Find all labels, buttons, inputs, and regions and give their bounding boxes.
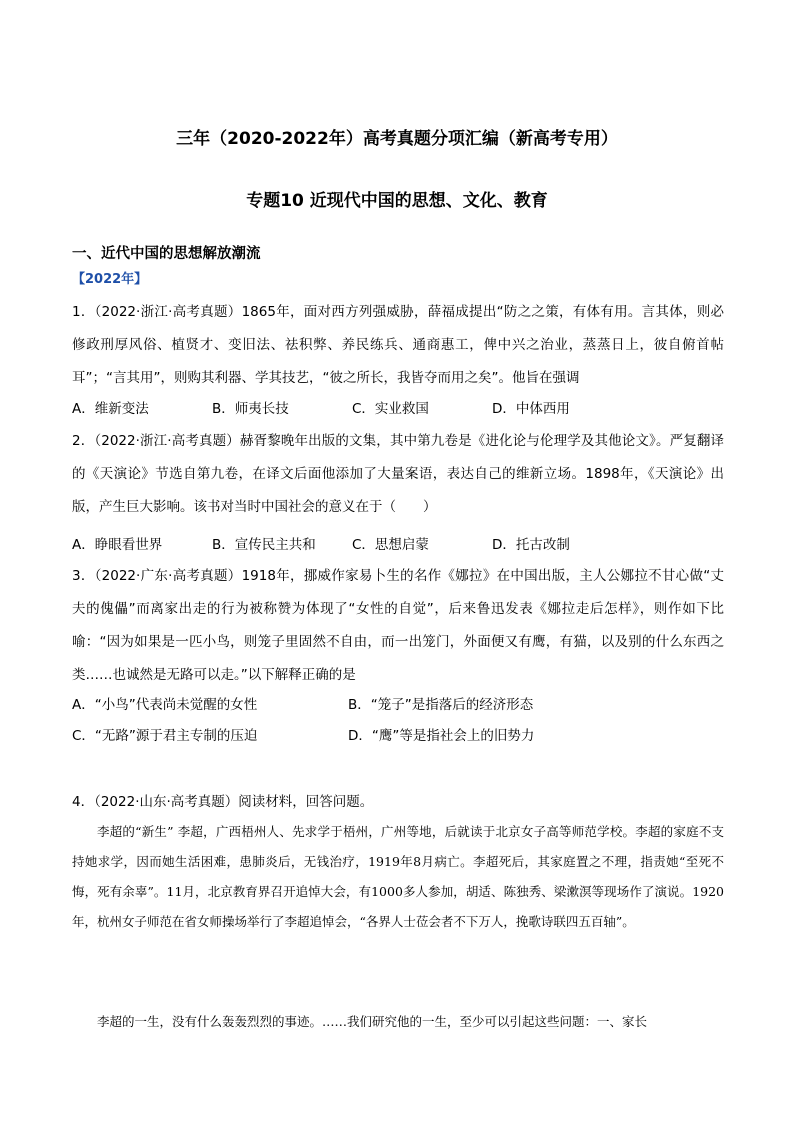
option-d: D．托古改制 bbox=[492, 537, 570, 553]
option-c: C．实业救国 bbox=[352, 401, 429, 417]
document-title: 三年（2020-2022年）高考真题分项汇编（新高考专用） bbox=[176, 129, 618, 149]
question-1-options bbox=[72, 398, 724, 420]
option-c: C．思想启蒙 bbox=[352, 537, 429, 553]
option-a: A．睁眼看世界 bbox=[72, 537, 163, 553]
option-d: D．中体西用 bbox=[492, 401, 570, 417]
option-d: D．“鹰”等是指社会上的旧势力 bbox=[348, 728, 535, 744]
question-2-options bbox=[72, 534, 724, 556]
question-4-text: 4．（2022·山东·高考真题）阅读材料，回答问题。 bbox=[72, 794, 374, 810]
section-heading: 一、近代中国的思想解放潮流 bbox=[72, 246, 261, 262]
question-3-text: 3．（2022·广东·高考真题）1918年，挪威作家易卜生的名作《娜拉》在中国出版，主人公娜拉不甘心做“丈夫的傀儡”而离家出走的行为被称赞为体现了“女性的自觉”，后来鲁迅发表《娜拉走后怎样》，则作如下比喻：“因为如果是一匹小鸟，则笼子里固然不自由，而一出笼门，外面便又有鹰，有猫，以及别的什么东西之类……也诚然是无路可以走。”以下解释正确的是 bbox=[72, 568, 724, 683]
year-tag: 【2022年】 bbox=[72, 272, 148, 287]
option-b: B．“笼子”是指落后的经济形态 bbox=[348, 697, 534, 713]
material-paragraph-1: 李超的“新生” 李超，广西梧州人、先求学于梧州，广州等地，后就读于北京女子高等师范学校。李超的家庭不支持她求学，因而她生活困难，患肺炎后，无钱治疗，1919年8月病亡。李超死后，其家庭置之不理，指责她“至死不悔，死有余辜”。11月，北京教育界召开追悼大会，有1000多人参加，胡适、陈独秀、梁漱溟等现场作了演说。1920年，杭州女子师范在省女师操场举行了李超追悼会，“各界人士莅会者不下万人，挽歌诗联四五百轴”。 bbox=[72, 824, 724, 929]
question-1-text: 1．（2022·浙江·高考真题）1865年，面对西方列强威胁，薛福成提出“防之之策，有体有用。言其体，则必修政刑厚风俗、植贤才、变旧法、祛积弊、养民练兵、通商惠工，俾中兴之治业，蒸蒸日上，彼自俯首帖耳”；“言其用”，则购其利器、学其技艺，“彼之所长，我皆夺而用之矣”。他旨在强调 bbox=[72, 304, 724, 386]
option-b: B．宣传民主共和 bbox=[212, 537, 316, 553]
material-paragraph-2: 李超的一生，没有什么轰轰烈烈的事迹。……我们研究他的一生，至少可以引起这些问题：一、家长 bbox=[97, 1014, 648, 1029]
question-2-text: 2．（2022·浙江·高考真题）赫胥黎晚年出版的文集，其中第九卷是《进化论与伦理学及其他论文》。严复翻译的《天演论》节选自第九卷，在译文后面他添加了大量案语，表达自己的维新立场。1898年，《天演论》出版，产生巨大影响。该书对当时中国社会的意义在于（ ） bbox=[72, 433, 724, 515]
option-a: A．维新变法 bbox=[72, 401, 149, 417]
question-3-options-row-2 bbox=[72, 725, 724, 747]
document-subtitle: 专题10 近现代中国的思想、文化、教育 bbox=[246, 191, 548, 211]
question-3-options-row-1 bbox=[72, 694, 724, 716]
option-c: C．“无路”源于君主专制的压迫 bbox=[72, 728, 258, 744]
option-a: A．“小鸟”代表尚未觉醒的女性 bbox=[72, 697, 258, 713]
option-b: B．师夷长技 bbox=[212, 401, 289, 417]
